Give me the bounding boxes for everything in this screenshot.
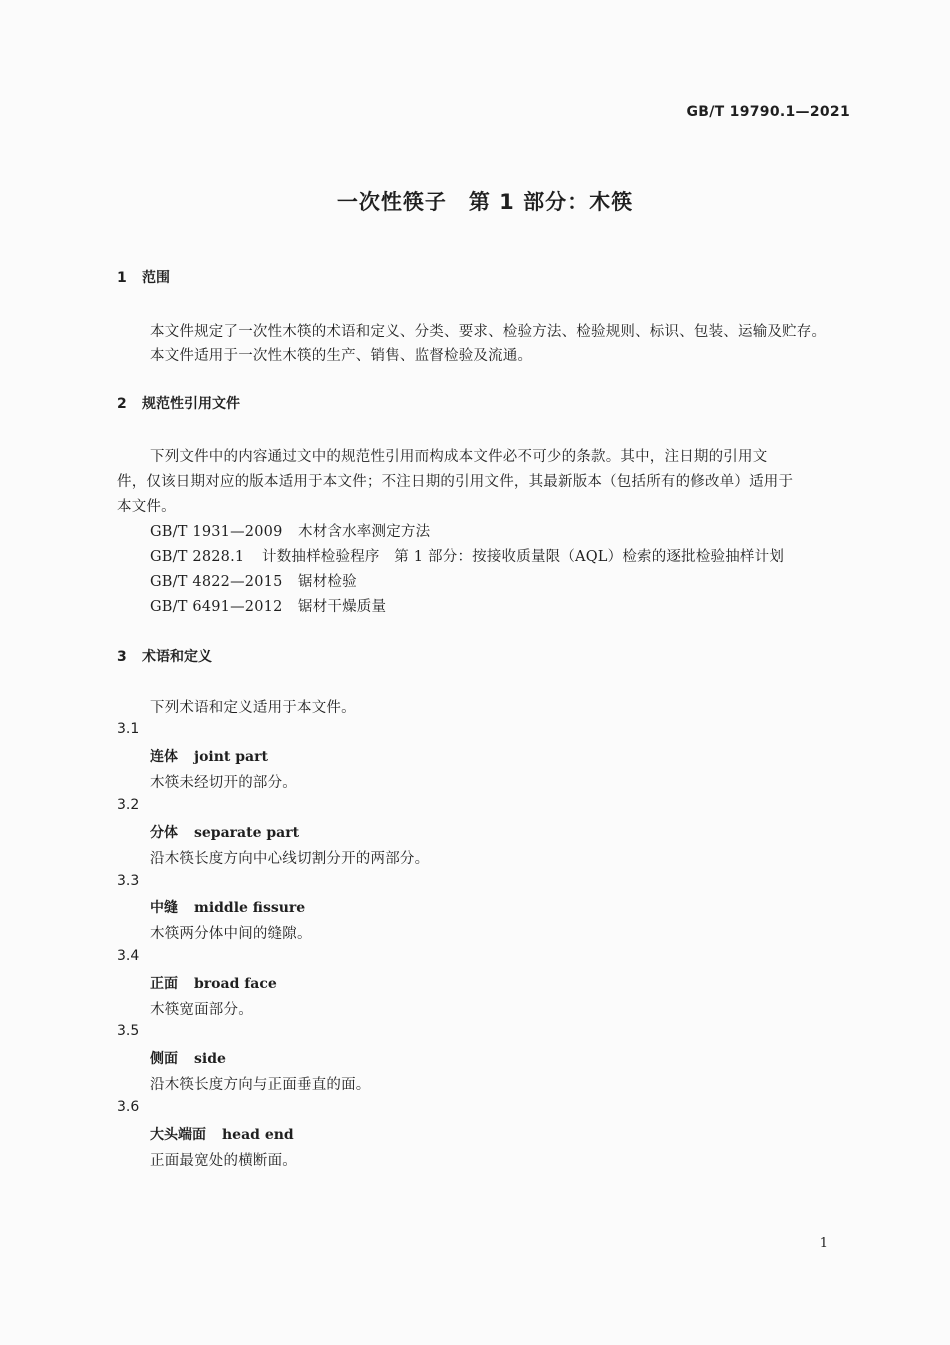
section-number: 3 xyxy=(117,649,127,665)
reference-title: 锯材干燥质量 xyxy=(298,599,387,615)
term-number: 3.2 xyxy=(117,797,140,813)
term-number: 3.4 xyxy=(117,948,140,964)
reference-item xyxy=(150,545,784,566)
term-definition: 沿木筷长度方向与正面垂直的面。 xyxy=(150,1077,371,1093)
reference-code: GB/T 2828.1 xyxy=(150,549,245,565)
section-title: 规范性引用文件 xyxy=(142,396,240,412)
term-number: 3.1 xyxy=(117,721,140,737)
term-chinese: 侧面 xyxy=(150,1051,178,1067)
term-chinese: 中缝 xyxy=(150,900,178,916)
section-number: 2 xyxy=(117,396,127,412)
reference-item xyxy=(150,595,386,616)
section-1-paragraph-1: 本文件规定了一次性木筷的术语和定义、分类、要求、检验方法、检验规则、标识、包装、运输及贮存。 xyxy=(150,324,827,340)
term-english: middle fissure xyxy=(194,900,306,916)
term-heading xyxy=(150,897,305,917)
section-3-heading xyxy=(117,646,212,666)
reference-code: GB/T 6491—2012 xyxy=(150,599,283,615)
term-definition: 木筷两分体中间的缝隙。 xyxy=(150,926,312,942)
term-chinese: 大头端面 xyxy=(150,1127,206,1143)
standard-number: GB/T 19790.1—2021 xyxy=(686,104,850,120)
section-1-paragraph-2: 本文件适用于一次性木筷的生产、销售、监督检验及流通。 xyxy=(150,348,533,364)
section-2-heading xyxy=(117,393,240,413)
reference-code: GB/T 1931—2009 xyxy=(150,524,283,540)
section-title: 术语和定义 xyxy=(142,649,212,665)
reference-title: 木材含水率测定方法 xyxy=(298,524,431,540)
term-definition: 木筷未经切开的部分。 xyxy=(150,775,297,791)
term-chinese: 正面 xyxy=(150,976,178,992)
term-definition: 沿木筷长度方向中心线切割分开的两部分。 xyxy=(150,851,430,867)
reference-item xyxy=(150,570,357,591)
term-english: head end xyxy=(222,1127,294,1143)
term-number: 3.3 xyxy=(117,873,140,889)
reference-code: GB/T 4822—2015 xyxy=(150,574,283,590)
term-heading xyxy=(150,746,268,766)
page-number: 1 xyxy=(819,1236,828,1251)
section-number: 1 xyxy=(117,270,127,286)
reference-title: 计数抽样检验程序 第 1 部分：按接收质量限（AQL）检索的逐批检验抽样计划 xyxy=(262,549,785,565)
section-2-intro-line-1: 下列文件中的内容通过文中的规范性引用而构成本文件必不可少的条款。其中，注日期的引用文 xyxy=(150,449,768,465)
section-3-intro: 下列术语和定义适用于本文件。 xyxy=(150,700,356,716)
section-title: 范围 xyxy=(142,270,170,286)
term-english: joint part xyxy=(194,749,268,765)
term-english: broad face xyxy=(194,976,277,992)
term-chinese: 连体 xyxy=(150,749,178,765)
term-definition: 正面最宽处的横断面。 xyxy=(150,1153,297,1169)
term-heading xyxy=(150,1048,226,1068)
section-1-heading xyxy=(117,267,170,287)
term-number: 3.6 xyxy=(117,1099,140,1115)
section-2-intro-line-2: 件，仅该日期对应的版本适用于本文件；不注日期的引用文件，其最新版本（包括所有的修改单）适用于 xyxy=(117,474,794,490)
term-number: 3.5 xyxy=(117,1023,140,1039)
term-english: side xyxy=(194,1051,226,1067)
reference-title: 锯材检验 xyxy=(298,574,357,590)
term-heading xyxy=(150,973,277,993)
term-heading xyxy=(150,1124,294,1144)
document-title: 一次性筷子 第 1 部分：木筷 xyxy=(336,190,634,214)
term-chinese: 分体 xyxy=(150,825,178,841)
term-heading xyxy=(150,822,299,842)
reference-item xyxy=(150,520,430,541)
section-2-intro-line-3: 本文件。 xyxy=(117,499,176,515)
term-english: separate part xyxy=(194,825,300,841)
term-definition: 木筷宽面部分。 xyxy=(150,1002,253,1018)
